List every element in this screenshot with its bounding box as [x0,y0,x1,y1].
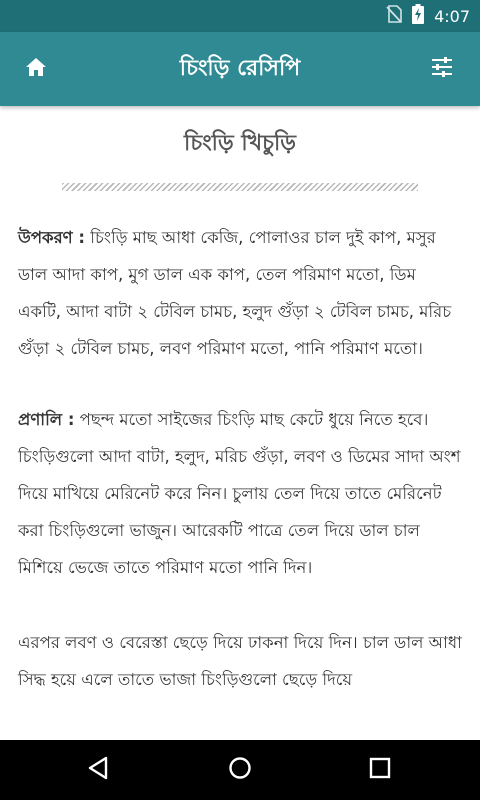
home-circle-icon [228,756,252,784]
status-bar [0,0,480,32]
method-label: প্রণালি : [18,410,75,429]
navigation-bar [0,740,480,800]
method-text: পছন্দ মতো সাইজের চিংড়ি মাছ কেটে ধুয়ে নিতে হবে। চিংড়িগুলো আদা বাটা, হলুদ, মরিচ গুঁড়া, লবণ ও ডিমের সাদা অংশ দিয়ে মাখিয়ে মেরিনেট করে নিন। চুলায় তেল দিয়ে তাতে মেরিনেট করা চিংড়িগুলো ভাজুন। আরেকটি পাত্রে তেল দিয়ে ডাল চাল মিশিয়ে ভেজে তাতে পরিমাণ মতো পানি দিন। [18,410,461,577]
status-icons [386,0,470,32]
no-sim-icon [386,5,402,27]
sliders-icon [431,57,453,81]
app-toolbar [0,32,480,106]
app-title: চিংড়ি রেসিপি [179,56,301,81]
ingredients-text: চিংড়ি মাছ আধা কেজি, পোলাওর চাল দুই কাপ, মসুর ডাল আদা কাপ, মুগ ডাল এক কাপ, তেল পরিমাণ মতো, ডিম একটি, আদা বাটা ২ টেবিল চামচ, হলুদ গুঁড়া ২ টেবিল চামচ, মরিচ গুঁড়া ২ টেবিল চামচ, লবণ পরিমাণ মতো, পানি পরিমাণ মতো। [18,228,452,358]
ingredients-paragraph [18,219,462,367]
continuation-text: এরপর লবণ ও বেরেস্তা ছেড়ে দিয়ে ঢাকনা দিয়ে দিন। চাল ডাল আধা সিদ্ধ হয়ে এলে তাতে ভাজা চিংড়িগুলো ছেড়ে দিয়ে [18,633,462,689]
method-paragraph [18,401,462,586]
recipe-content[interactable] [0,106,480,740]
battery-charging-icon [412,4,424,28]
recents-square-icon [369,757,391,783]
continuation-paragraph [18,624,462,698]
status-time: 4:07 [434,6,470,26]
recents-button[interactable] [360,750,400,790]
back-button[interactable] [78,750,118,790]
ingredients-label: উপকরণ : [18,228,85,247]
recipe-title: চিংড়ি খিচুড়ি [184,131,296,156]
title-divider [62,183,418,191]
settings-button[interactable] [428,55,456,83]
home-nav-button[interactable] [220,750,260,790]
back-triangle-icon [87,756,109,784]
